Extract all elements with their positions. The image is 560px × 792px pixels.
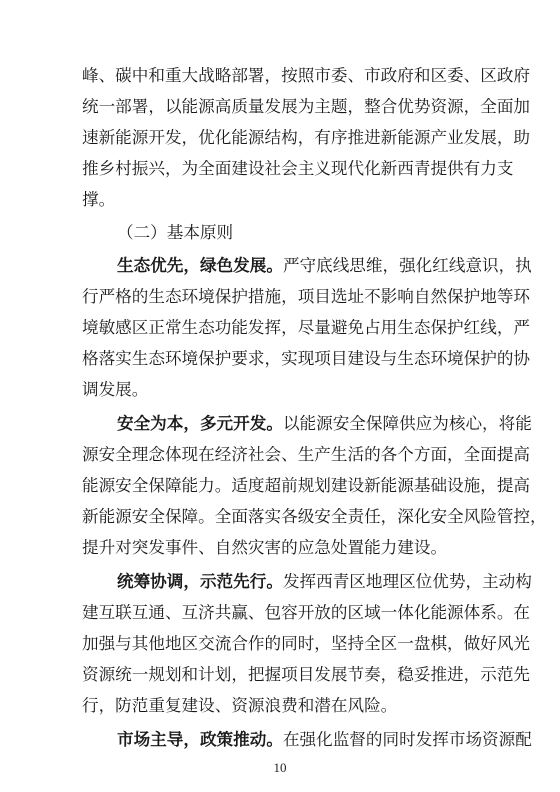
principle-first-line	[117, 256, 532, 276]
principle-text: 以能源安全保障供应为核心，将能	[282, 414, 532, 433]
body-text-line: 峰、碳中和重大战略部署，按照市委、市政府和区委、区政府	[82, 66, 531, 85]
principle-lead: 安全为本，多元开发。	[117, 414, 283, 433]
principle-lead: 市场主导，政策推动。	[117, 730, 283, 749]
section-heading: （二）基本原则	[117, 223, 234, 242]
body-text-line: 新能源安全保障。全面落实各级安全责任，深化安全风险管控，	[82, 507, 547, 526]
body-text-line: 行，防范重复建设、资源浪费和潜在风险。	[82, 696, 398, 715]
principle-first-line	[117, 572, 532, 592]
body-text-line: 能源安全保障能力。适度超前规划建设新能源基础设施，提高	[82, 476, 531, 495]
principle-text: 在强化监督的同时发挥市场资源配	[282, 730, 532, 749]
body-text-line: 资源统一规划和计划，把握项目发展节奏，稳妥推进，示范先	[82, 665, 531, 684]
principle-text: 发挥西青区地理区位优势，主动构	[282, 572, 532, 591]
body-text-line: 调发展。	[82, 380, 149, 399]
principle-first-line	[117, 414, 532, 434]
body-text-line: 速新能源开发，优化能源结构，有序推进新能源产业发展，助	[82, 128, 531, 147]
body-text-line: 推乡村振兴，为全面建设社会主义现代化新西青提供有力支	[82, 159, 514, 178]
body-text-line: 建互联互通、互济共赢、包容开放的区域一体化能源体系。在	[82, 603, 531, 622]
body-text-line: 源安全理念体现在经济社会、生产生活的各个方面，全面提高	[82, 445, 531, 464]
body-text-line: 提升对突发事件、自然灾害的应急处置能力建设。	[82, 538, 448, 557]
principle-lead: 统筹协调，示范先行。	[117, 572, 283, 591]
body-text-line: 统一部署，以能源高质量发展为主题，整合优势资源，全面加	[82, 97, 531, 116]
body-text-line: 格落实生态环境保护要求，实现项目建设与生态环境保护的协	[82, 349, 531, 368]
body-text-line: 撑。	[82, 190, 116, 209]
principle-text: 严守底线思维，强化红线意识，执	[282, 256, 532, 275]
body-text-line: 境敏感区正常生态功能发挥，尽量避免占用生态保护红线，严	[82, 318, 531, 337]
body-text-line: 行严格的生态环境保护措施，项目选址不影响自然保护地等环	[82, 287, 531, 306]
page-number: 10	[273, 760, 287, 775]
principle-first-line	[117, 730, 532, 750]
body-text-line: 加强与其他地区交流合作的同时，坚持全区一盘棋，做好风光	[82, 634, 531, 653]
principle-lead: 生态优先，绿色发展。	[117, 256, 283, 275]
